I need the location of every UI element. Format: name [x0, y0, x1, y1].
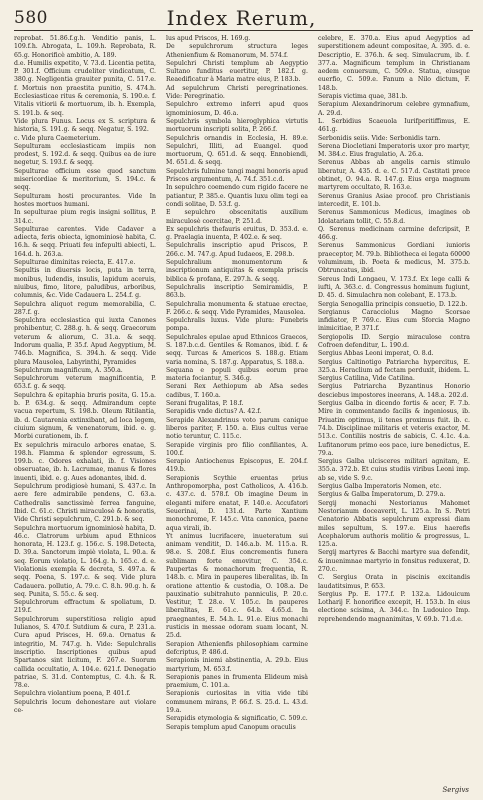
page-number: 580: [14, 8, 48, 28]
index-entry: Sergius Galba in dicendo fortis & acer, F. 7.b. Mire in commentando facilis & ingeniosus, ib. Priuatim optimus, ii tenes proximus fuit. ib. c. 74.b. Disciplinae militaris et veteris exactor, M. 513.c. Contiliis nostris de sabicis, C. 4.1c. 4.a. Lufitanorum primo eos pace, iure benedictus, E. 79.a.: [318, 400, 470, 457]
index-entry: Serapionis Scythie eruentas prius Anthropomorpha, post Catholicos, A. 416.b. c. 437.c. d. 578.f. Ob imagine Deum in eleganti mifere enatat, F. 140.e. Accufatori Seuerinai, D. 131.d. Parte Xantium monochrome, F. 145.c. Vita canonica, paene aqua virali, ib.: [166, 474, 308, 532]
index-entry: Sepulturam ecclesiasticam impiis non prodest, S. 192.d. & seqq. Quibus ea de iure negetur, S. 193.f. & seqq.: [14, 142, 156, 167]
index-entry: Sepulchrorum veterum magnificentia, P. 653.f. g. & seqq.: [14, 375, 156, 391]
index-column-1: [14, 35, 156, 715]
index-entry: Sepulturae diminitas reiecta, E. 417.e.: [14, 259, 136, 267]
index-entry: c. Vide plura Caemeterium.: [14, 134, 101, 142]
index-entry: In sepulturae pium regis insigni sollitus, P. 314.c.: [14, 209, 156, 225]
index-entry: Ad sepulchrum Christi peregrinationes. Vide: Peregrinatio.: [166, 84, 308, 101]
index-entry: Serapidis etymologia & significatio, C. 509.c.: [166, 715, 308, 723]
index-entry: Sepulchris symbola hieroglyphica virtutis mortuorum inscripti solita, P. 266.f.: [166, 117, 308, 134]
index-entry: Sepulchralis inscriptio apud Priscos, P. 266.c. M. 747.g. Apud Iudaeos, E. 298.b.: [166, 242, 308, 258]
index-entry: Serapidis vnde dictus? A. 42.f.: [166, 408, 262, 416]
index-entry: Sequana e populi quibus eorum prae materia fociantur, S. 346.g.: [166, 366, 308, 383]
index-entry: Sereus Indi Longaeu, V. 173.f. Ex lege calli & iufti, A. 363.c. d. Congressus hominum fugiunt, D. 45. d. Simulachra non colebant, E. 173.b.: [318, 275, 470, 300]
index-entry: De sepulchrorum structura leges Athenienfium & Romanorum, M. 574.f.: [166, 43, 308, 59]
index-entry: Ex sepulchris miraculo arbores enatae, S. 198.h. Flamma & splendor egressum, S. 199.b. c. Odores exhalati, ib. f. Visiones obseruatae, ib. h. Lacrumae, manus & flores inuenti, ibid. e. g. Aues adonantes, ibid. d.: [14, 441, 156, 482]
index-entry: E sepulchro obscenitatis auxilium miraculosè coercitae, P. 251.d.: [166, 209, 308, 225]
index-entry: Sepulchra mortuorum ignominiosè habita, D. 46.c. Clatrorum urbium apud Ethnicos honorata, H. 123.f. g. 156.c. S. 198.Detecta, D. 39.a. Sanctorum impiè violata, L. 90.a. & seq. Eorum violatio, L. 164.g. h. 165.c. d. e. Violationis exempla & decreta, S. 497.a. & seqq. Poena, S. 197.c. & seq. Vide plura Cadauera. pollutio, A. 79.c. C. 8.h. 90.g. h. & seq. Punita, S. 55.c. & seq.: [14, 524, 156, 598]
index-entry: Sepulchrorum effractum & spoliatum, D. 219.f.: [14, 599, 156, 615]
index-entry: Sepulchra aliquot regum memorabilia, C. 287.f. g.: [14, 300, 156, 316]
index-entry: Sepulturae carentes. Vide Cadaver a adiecta, feris obiecta, ignominiosè habita, C. 16.h. & seqq. Priuati feu infepulti abiecti, L. 164.d. h. 263.a.: [14, 225, 156, 258]
index-entry: Sepulchralium monumentorum & inscriptionum antiquitas & exempla priscis biblica & profana, E. 297.h. & seqq.: [166, 259, 308, 283]
index-entry: Serenus Sammonicus Gordiani iunioris praeceptor, M. 79.b. Bibliotheca ei legata 60000 voluminum, ib. Poeta & medicus, M. 375.b. Obtruncatus, ibid.: [318, 242, 470, 275]
index-entry: Serapis templum apud Canopum oraculis: [166, 723, 296, 731]
index-entry: Serenus Abbas ab angelis carnis stimulo liberatur, A. 435. d. e. C. 517.d. Castitati prece obtinet, O. 94.a. R. 147.g. Eius erga magnum martyrem occultato, R. 163.e.: [318, 159, 470, 192]
page-header: [0, 6, 483, 30]
index-entry: Serenus Sammonicus Medicus, imagines ob Idolatariam tollit, C. 55.8.d.: [318, 209, 470, 225]
header-rule: [14, 30, 473, 31]
index-entry: Sergius & Galba Imperatorum, D. 279.a.: [318, 491, 446, 499]
index-entry: C. Sergius Orata in piscinis excitandis laudatitsimus, P. 653.: [318, 574, 470, 590]
index-entry: Sepultis in diuersis locis, puta in terra, monibus, ludendis, insulis, lapidum aceruis, niuibus, fimo, litore, paludibus, arboribus, columnis, &c. Vide Cadauera L. 254.f. g.: [14, 267, 156, 300]
index-entry: Sergij martyres & Bacchi martyre sua defendit, & inuenimnae martyrio in fonsitus reduxerat, D. 270.c.: [318, 549, 470, 573]
index-entry: Sergius Patriarcha Byzantinus Honorio desciebus impostores ineerans, A. 148.a. 202.d.: [318, 383, 470, 399]
index-entry: Sergius Galba ulcisceres militari agnitam, E. 355.a. 372.b. Et cuius studiis viribus Leoni imp. ab se, vide S. 9.c.: [318, 458, 470, 482]
index-entry: Sepulturam hosti procurantes. Vide In hostes mortuos humani.: [14, 192, 156, 208]
catchword: Sergivs: [442, 786, 469, 794]
index-entry: Sergius Abbas Leoni imperat, O. 8.d.: [318, 350, 434, 358]
index-entry: Serapionis iniemi abstinentia, A. 29.b. Eius martyrium, M. 653.f.: [166, 657, 308, 673]
index-entry: Serenus Granius Asiae procof. pro Christianis intercedit, E. 101.b.: [318, 192, 470, 208]
index-column-3: [318, 35, 470, 624]
index-entry: Sepulchris ornandis in Ecclesia, H. 89.e. Sepulchri, Illiti, ad Euangel. quod mortuorum, Q. 651.d. & seqq. Ennobiendi, M. 651.d. & seqq.: [166, 134, 308, 167]
index-entry: Sergius Pp. E. 177.f. P. 132.a. Lidouicum Lotharij F. honorifice excepit, H. 153.b. In eius electione scisima, A. 344.c. In Ludouico Imp. reprehendendo magnanimitas, V. 69.b. 71.d.e.: [318, 590, 470, 623]
index-entry: In sepulchro coemendo cum rigido facere ne patiantur, P. 385.e. Quantis luxu olim tegi ea condi solitae, D. 53.f. g.: [166, 184, 308, 208]
index-entry: Sergianus Caracciolus Magno Scorsae infidiator, P. 769.c. Eius cum Sforcia Magno inimicitiae, P. 371.f.: [318, 308, 470, 333]
index-entry: Serena Diocletiani Imperatoris uxor pro martyr, M. 384.c. Eius fragulatio, A. 26.a.: [318, 142, 470, 159]
index-entry: Sergiopolis ID. Sergio miraculose contra Cofroen defenditur, L. 190.d.: [318, 333, 470, 349]
index-entry: Serapion Athenienfis philosophiam carmine defcriptus, P. 486.d.: [166, 640, 308, 656]
index-entry: Sergius Caltinotigo Patriarcha hypercitus, E. 325.a. Heraclium ad fectam perduxit, ibidem. L. Sergius Catilina, Vide Catilina.: [318, 358, 470, 383]
index-column-2: [166, 35, 308, 732]
index-entry: L. Serbidius Scaeuola Iurifperitiffimus, E. 461.g.: [318, 117, 470, 134]
index-entry: Sepulchris fulmine tangi magni honoris apud Priscos argumentum, A. 74.f. 351.c.d.: [166, 167, 308, 184]
index-entry: Sepulchri Christi templum ab Aegyptio Sultano funditus euertitur, P. 182.f. g. Reaedificatur à Maria matre eius, P. 183.b.: [166, 59, 308, 84]
index-entry: Serapionis panes in frumenta Elideum misà praemium, C. 101.a.: [166, 673, 308, 690]
index-entry: Sepulchralis inscriptio Semiramidis, P. 863.b.: [166, 283, 308, 300]
index-entry: Sergij monachi Nestorianus Mahomet Nestorianum doceaverit, L. 125.a. In S. Petri Cenatorio Abbatis sepulchrum expressi diam miles sepultum, S. 197.e. Eius haerefis Acephalorum authoris molitio & progressus, L. 125.a.: [318, 499, 470, 549]
index-entry: Serapis victima quae, 381.b.: [318, 93, 408, 101]
index-entry: Serani frugalitas, P. 18.f.: [166, 400, 244, 408]
index-entry: Sepulchrales epulae apud Ethnicos Graecos, S. 187.b.c.d. Gentiles & Romanos, ibid. f. & seqq. Turcas & Americos S. 188.g. Etiam varia nomina, S. 187.g. Apparatus, S. 188.a.: [166, 333, 308, 366]
index-entry: Ex sepulchris thefauris eruitus, D. 353.d. e. g. Praelagia inuenta, P. 402.e. & seq.: [166, 225, 308, 242]
index-entry: Serapium Alexandrinorum celebre gymnafium, A. 29.d.: [318, 101, 470, 117]
index-entry: Sepulchralia monumenta & statuae erectae, F. 266.c. & seqq. Vide Pyramides, Mausolea.: [166, 300, 308, 316]
index-entry: Yt animus lucrifacere, inueteratum sui animam venditit, D. 146.a.b. M. 115.a. R. 98.e. S. 208.f. Eius concrementis funera sublimam forte emovitur, C. 354.c. Paupertas & monachorum frequentia, R. 148.b. c. Mira in pauperes liberalitas, ib. In oratione attentio & custodia, O. 108.a. De pauxinatio subitrahuto panniculis, P. 20.c. Vestitur, T. 28.e. V. 105.c. In pauperes liberalitas, E. 61.c. 64.b. 4.65.d. In praegnantes, E. 54.h. L. 91.e. Eius monachi rusticis in messae odoram suam locant, N. 25.d.: [166, 532, 308, 640]
index-entry: Sepulchra violantium poena, P. 401.f.: [14, 690, 131, 698]
index-entry: Sepulchrum prodigiosè humani, S. 437.c. In aere fere admirabile pendens, C. 63.a. Cathedralis sanctissimè ferrea fanguine, Ibid. C. 61.c. Christi miraculosè & honoratis, Vide Christi sepulchrum, C. 291.b. & seq.: [14, 483, 156, 524]
index-entry: Serapide virginis pro filio confiliantes, A. 100.f.: [166, 441, 308, 457]
index-entry: Sergia Senogallia principis consuetio, D. 122.b.: [318, 300, 468, 308]
index-entry: Sepulchra ecclesiastica qui iuxta Canones prohibentur, C. 288.g. h. & seqq. Graecorum veterum & aliorum, C. 31.a. & seqq. Indorum qualia, P. 35.f. Apud Aegyptium, M. 746.b. Magnifica, S. 394.h. & seqq. Vide plura Mausolea, Labyrinthi, Pyramides: [14, 317, 156, 366]
index-entry: celebre, E. 370.a. Eius apud Aegyptios ad superstitionem adeunt compositae, A. 395. d. e. Descriptio, E. 376.h. & seq. Simulacrum, ib. f. 377.a. Magnificum templum in Christianam aedem conuersum, C. 509.e. Statua, eiusque euerfio, C. 509.e. Fanum a Nilo dictum, F. 148.b.: [318, 35, 470, 92]
index-entry: Vide plura Funus. Locus ex S. scriptura & historia, S. 191.g. & seqq. Negatur, S. 192.: [14, 117, 156, 134]
index-entry: lus apud Priscos, H. 169.g.: [166, 35, 251, 42]
index-entry: Serapionis curiositas in vitia vide tibi communem mirans, P. 66.f. S. 25.d. L. 43.d. 19.a.: [166, 690, 308, 715]
index-entry: Serapide Alexandrinus voto parum canique liberos pariter, F. 150. a. Eius cultus verae notio teruntur, C. 115.c.: [166, 416, 308, 441]
index-entry: Sergius Galba Imperatoris Nomen, etc.: [318, 483, 442, 491]
index-entry: Serapio Antiochenus Episcopus, E. 204.f. 419.b.: [166, 458, 308, 474]
index-entry: Sepulchrorum superstitiosa religio apud Iulianos, S. 470.f. Sutdium & cura, P. 231.a. Cura apud Prisces, H. 69.a. Ornatus & integritio, M. 747.g. h. Vide: Sepulchralis inscriptio. Inscriptiones quibus apud Spartanos sint licitum, F. 267.e. Suorum callida occultatio, A. 104.e. 621.f. Denegatio patriae, S. 31.d. Contemptus, C. 4.h. & R. 78.e.: [14, 615, 156, 690]
index-entry: Serani Rex Aethiopum ab Afsa sedes cadibus, T. 160.a.: [166, 383, 308, 399]
index-entry: Sepulchralis luxus. Vide plura: Funebris pompa.: [166, 317, 308, 333]
index-entry: Sepulchris locum dehonestare aut violare ce-: [14, 698, 156, 715]
index-entry: Q. Serenus medicinam carmine defcripsit, P. 466.g.: [318, 225, 470, 242]
index-entry: Sepulturae officium esse quod sanctum misericordiae & meritorium, S. 194.c. & seqq.: [14, 167, 156, 192]
index-entry: reprobat. 51.86.f.g.h. Venditio panis, L. 109.f.h. Abrogata, L. 109.h. Reprobata, R. 65.g. Honorificè ambitio, A. 189.: [14, 35, 156, 59]
running-title: Index Rerum,: [166, 6, 317, 30]
index-entry: Sepulchra & epitaphia bruris posita, G. 15.a. b. P. 634.g. & seqq. Admirandum cepte vacua repertum, S. 198.b. Oleum Ritilantia, ib. d. Cautarenia extinxibant, ad loca legem, ciuium signum, & venenatorum, ibid. e. g. Morbi curationem, ib. f.: [14, 391, 156, 441]
index-entry: d.e. Humilis expetito, V. 73.d. Licentia petita, P. 301.f. Officium crudeliter vindicatum, C. 380.g. Negligentia grauiter punita, C. 517.e. f. Mortuis non praestita punitio, S. 474.h. Ecclesiasticae ritus & ceremonia, S. 190.e. f. Vitalis vitiorii & mortuorum, ib. h. Exempla, S. 191.b. & seq.: [14, 59, 156, 117]
index-entry: Serbonidis seiis. Vide: Serbonidis tarn.: [318, 134, 441, 142]
index-entry: Sepulchrum magnificum, A. 350.a.: [14, 366, 123, 374]
index-entry: Sepulchro extremo inferri apud quos ignominiosum, D. 46.a.: [166, 101, 308, 117]
